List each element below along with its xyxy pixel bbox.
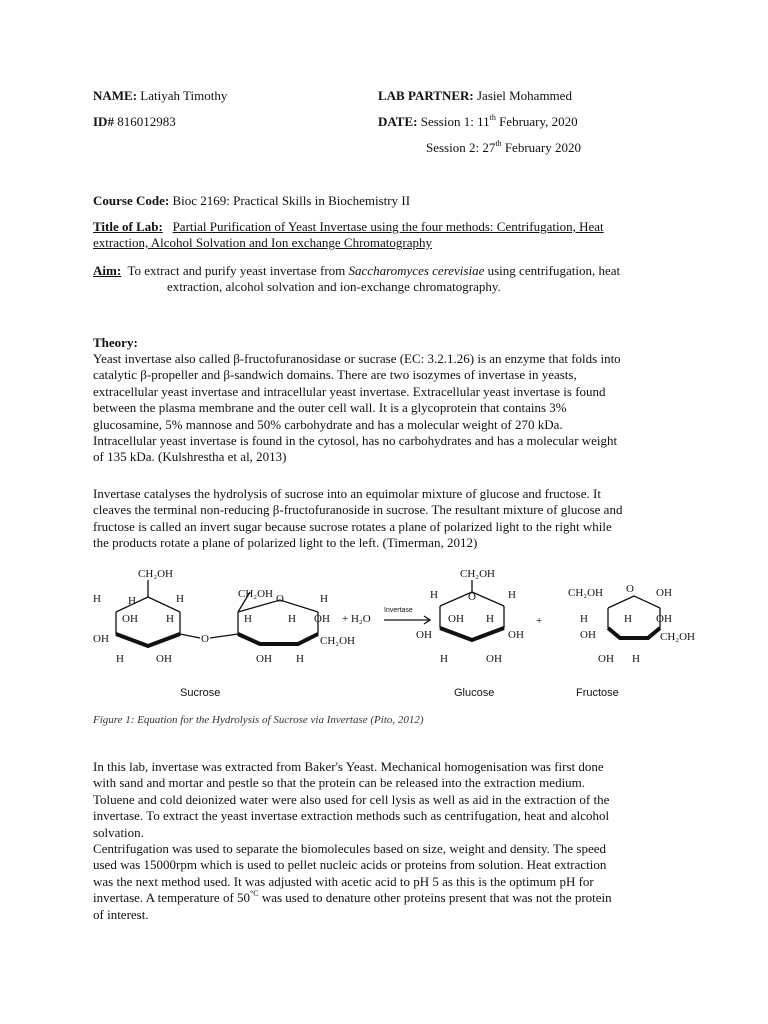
svg-text:H: H <box>486 613 494 625</box>
svg-text:H: H <box>320 593 328 605</box>
name-line <box>93 88 227 104</box>
svg-text:CH₂OH: CH₂OH <box>320 635 356 647</box>
id-value: 816012983 <box>117 114 176 129</box>
svg-text:H: H <box>166 613 174 625</box>
theory-p2-line: fructose is called an invert sugar because sucrose rotates a plane of polarized light to the right while <box>93 518 612 534</box>
aim-text-post: using centrifugation, heat <box>484 263 621 278</box>
theory-p1-line: of 135 kDa. (Kulshrestha et al, 2013) <box>93 449 287 465</box>
id-label: ID# <box>93 114 114 129</box>
svg-text:OH: OH <box>416 629 432 641</box>
svg-text:H: H <box>624 613 632 625</box>
svg-text:OH: OH <box>448 613 464 625</box>
svg-text:H: H <box>580 613 588 625</box>
methods-line: with sand and mortar and pestle so that the protein can be released into the extraction medium. <box>93 775 586 791</box>
title-line-2 <box>93 235 432 251</box>
date-line <box>378 114 578 130</box>
svg-text:H: H <box>632 653 640 665</box>
svg-text:H: H <box>116 653 124 665</box>
methods-line: solvation. <box>93 824 144 840</box>
session2-post: February 2020 <box>501 140 582 155</box>
course-value: Bioc 2169: Practical Skills in Biochemistry II <box>172 193 411 208</box>
svg-text:+ H₂O: + H₂O <box>342 613 371 625</box>
svg-text:O: O <box>626 583 634 595</box>
methods-line: Centrifugation was used to separate the biomolecules based on size, weight and density. The speed <box>93 841 606 857</box>
svg-text:H: H <box>128 595 136 607</box>
aim-species: Saccharomyces cerevisiae <box>348 263 485 278</box>
svg-text:H: H <box>288 613 296 625</box>
svg-text:OH: OH <box>486 653 502 665</box>
enzyme-label: Invertase <box>384 607 413 614</box>
methods-line: Toluene and cold deionized water were also used for cell lysis as well as aid in the extraction of the <box>93 791 610 807</box>
svg-text:O: O <box>201 633 209 645</box>
svg-text:OH: OH <box>580 629 596 641</box>
methods-line: was the next method used. It was adjusted with acetic acid to pH 5 as this is the optimum pH for <box>93 873 594 889</box>
svg-text:H: H <box>176 593 184 605</box>
svg-text:OH: OH <box>122 613 138 625</box>
id-line <box>93 114 176 130</box>
theory-p1-line: catalytic β-propeller and β-sandwich domains. There are two isozymes of invertase in yeasts, <box>93 367 577 383</box>
title-label: Title of Lab: <box>93 219 163 234</box>
partner-line <box>378 88 572 104</box>
methods-line: In this lab, invertase was extracted from Baker's Yeast. Mechanical homogenisation was first done <box>93 759 604 774</box>
session2-line <box>426 140 581 156</box>
svg-text:H: H <box>296 653 304 665</box>
temp-line-pre: invertase. A temperature of 50 <box>93 890 251 906</box>
svg-text:OH: OH <box>93 633 109 645</box>
svg-text:+: + <box>536 615 543 627</box>
session1-pre: Session 1: 11 <box>420 114 490 129</box>
name-value: Latiyah Timothy <box>140 88 228 103</box>
fructose-label: Fructose <box>576 687 619 699</box>
session2-sup: th <box>495 139 502 148</box>
svg-text:OH: OH <box>314 613 330 625</box>
methods-line: of interest. <box>93 906 149 922</box>
svg-text:CH₂OH: CH₂OH <box>138 568 174 580</box>
course-label: Course Code: <box>93 193 170 208</box>
svg-text:CH₂OH: CH₂OH <box>238 588 274 600</box>
aim-label: Aim: <box>93 263 122 278</box>
theory-heading: Theory: <box>93 335 138 350</box>
session1-post: February, 2020 <box>495 114 578 129</box>
theory-p1-line: between the plasma membrane and the outer cell wall. It is a glycoprotein that contains 3% <box>93 400 567 416</box>
partner-value: Jasiel Mohammed <box>476 88 572 103</box>
partner-label: LAB PARTNER: <box>378 88 474 103</box>
figure-caption: Figure 1: Equation for the Hydrolysis of Sucrose via Invertase (Pito, 2012) <box>93 714 424 726</box>
svg-text:H: H <box>93 593 101 605</box>
theory-p1-line: glucosamine, 5% mannose and 50% carbohydrate and has a molecular weight of 270 kDa. <box>93 416 563 432</box>
svg-text:OH: OH <box>508 629 524 641</box>
session1-sup: th <box>489 113 496 122</box>
theory-p1-line: extracellular yeast invertase and intracellular yeast invertase. Extracellular yeast invertase is found <box>93 383 606 399</box>
theory-p2-line: cleaves the terminal non-reducing β-fructofuranoside in sucrose. The resultant mixture of glucose and <box>93 502 623 518</box>
temp-line-post: was used to denature other proteins present that was not the protein <box>258 890 612 906</box>
temp-unit-sup: °C <box>250 889 259 899</box>
svg-text:O: O <box>468 591 476 603</box>
svg-text:OH: OH <box>656 587 672 599</box>
svg-text:CH₂OH: CH₂OH <box>460 568 496 580</box>
sucrose-label: Sucrose <box>180 687 221 699</box>
theory-p1-line: Yeast invertase also called β-fructofuranosidase or sucrase (EC: 3.2.1.26) is an enzyme that folds into <box>93 351 621 366</box>
methods-paragraph <box>93 759 673 923</box>
svg-text:OH: OH <box>656 613 672 625</box>
aim-text-2: extraction, alcohol solvation and ion-exchange chromatography. <box>167 279 501 294</box>
theory-p2-line: Invertase catalyses the hydrolysis of sucrose into an equimolar mixture of glucose and fructose. It <box>93 486 601 501</box>
methods-line: invertase. To extract the yeast invertase extraction methods such as centrifugation, heat and alcohol <box>93 808 610 824</box>
aim-line-1 <box>93 263 620 279</box>
course-line <box>93 193 410 209</box>
svg-text:H: H <box>430 589 438 601</box>
svg-text:OH: OH <box>598 653 614 665</box>
theory-p1-line: Intracellular yeast invertase is found in the cytosol, has no carbohydrates and has a molecular weight <box>93 433 618 449</box>
sucrose-hydrolysis-figure <box>88 562 696 702</box>
title-text-1: Partial Purification of Yeast Invertase using the four methods: Centrifugation, Heat <box>172 219 604 234</box>
svg-text:OH: OH <box>256 653 272 665</box>
theory-paragraph-2 <box>93 486 673 552</box>
svg-text:CH₂OH: CH₂OH <box>660 631 696 643</box>
title-text-2: extraction, Alcohol Solvation and Ion exchange Chromatography <box>93 235 432 250</box>
svg-text:H: H <box>508 589 516 601</box>
svg-text:OH: OH <box>156 653 172 665</box>
title-line-1 <box>93 219 604 235</box>
glucose-label: Glucose <box>454 687 495 699</box>
svg-text:CH₂OH: CH₂OH <box>568 587 604 599</box>
session2-pre: Session 2: 27 <box>426 140 496 155</box>
theory-p2-line: the products rotate a plane of polarized light to the left. (Timerman, 2012) <box>93 535 478 551</box>
aim-line-2 <box>167 279 501 295</box>
date-label: DATE: <box>378 114 418 129</box>
svg-text:H: H <box>244 613 252 625</box>
svg-text:H: H <box>440 653 448 665</box>
name-label: NAME: <box>93 88 138 103</box>
aim-text-pre: To extract and purify yeast invertase from <box>127 263 349 278</box>
methods-line: used was 15000rpm which is used to pellet nucleic acids or proteins from solution. Heat extraction <box>93 857 607 873</box>
svg-text:O: O <box>276 593 284 605</box>
theory-paragraph-1 <box>93 351 673 466</box>
methods-line <box>93 890 673 906</box>
